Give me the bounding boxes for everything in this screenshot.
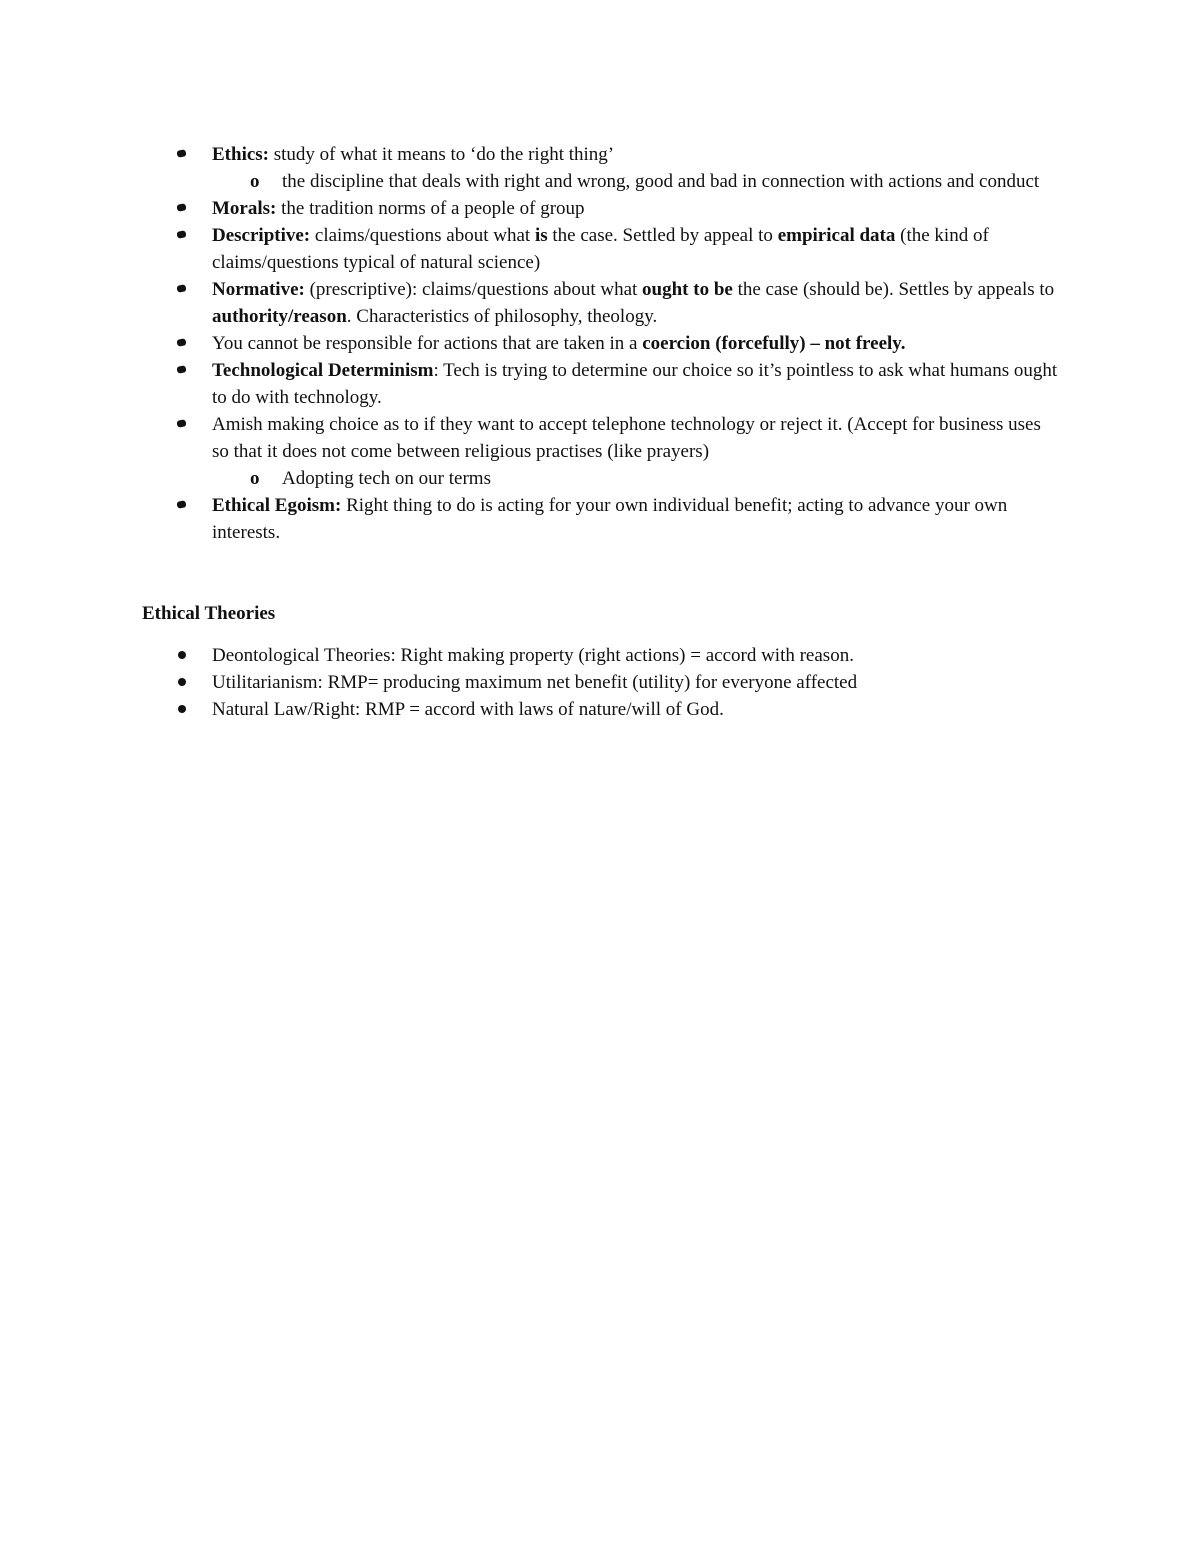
list-item-descriptive: Descriptive: claims/questions about what is the case. Settled by appeal to empirical data (the kind of claims/questions typical of natural science) <box>142 222 1062 276</box>
definitions-list <box>142 141 1062 546</box>
section-heading: Ethical Theories <box>142 603 276 624</box>
list-item-ethical-egoism: Ethical Egoism: Right thing to do is acting for your own individual benefit; acting to advance your own interests. <box>142 492 1062 546</box>
list-item-morals: Morals: the tradition norms of a people of group <box>142 195 1062 222</box>
list-item-ethics: Ethics: study of what it means to ‘do the right thing’ o the discipline that deals with right and wrong, good and bad in connection with actions and conduct <box>142 141 1062 195</box>
term-morals: Morals: <box>212 198 277 219</box>
term-tech-determinism: Technological Determinism <box>212 360 434 381</box>
list-item-amish: Amish making choice as to if they want to accept telephone technology or reject it. (Accept for business uses so that it does not come between religious practises (like prayers) o Adopting tech on our terms <box>142 411 1062 492</box>
term-ethics: Ethics: <box>212 144 269 165</box>
sub-list <box>212 168 1062 195</box>
list-item-coercion: You cannot be responsible for actions that are taken in a coercion (forcefully) – not freely. <box>142 330 1062 357</box>
list-item-tech-determinism: Technological Determinism: Tech is trying to determine our choice so it’s pointless to ask what humans ought to do with technology. <box>142 357 1062 411</box>
theories-list <box>142 642 1062 723</box>
list-item-utilitarianism: Utilitarianism: RMP= producing maximum net benefit (utility) for everyone affected <box>142 669 1062 696</box>
term-ethical-egoism: Ethical Egoism: <box>212 495 342 516</box>
list-item-normative: Normative: (prescriptive): claims/questions about what ought to be the case (should be). Settles by appeals to authority/reason. Characteristics of philosophy, theology. <box>142 276 1062 330</box>
sub-list <box>212 465 1062 492</box>
term-descriptive: Descriptive: <box>212 225 311 246</box>
list-item-deontological: Deontological Theories: Right making property (right actions) = accord with reason. <box>142 642 1062 669</box>
list-item-natural-law: Natural Law/Right: RMP = accord with laws of nature/will of God. <box>142 696 1062 723</box>
sub-item-ethics-discipline: o the discipline that deals with right and wrong, good and bad in connection with actions and conduct <box>212 168 1062 195</box>
term-normative: Normative: <box>212 279 305 300</box>
sub-item-adopting-tech: o Adopting tech on our terms <box>212 465 1062 492</box>
document-body <box>142 141 1062 723</box>
